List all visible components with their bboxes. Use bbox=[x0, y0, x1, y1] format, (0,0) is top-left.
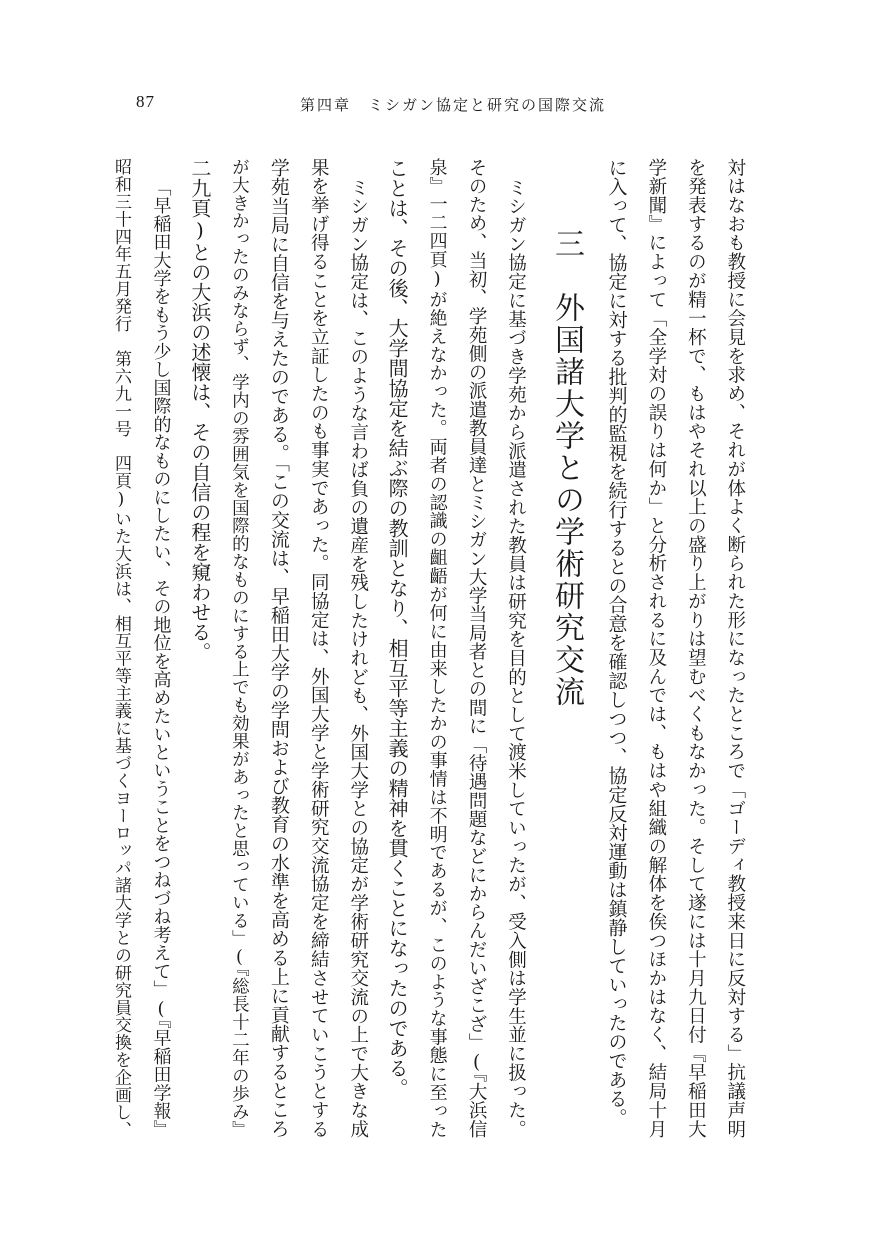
text-line: 二九頁)との大浜の述懐は、その自信の程を窺わせる。 bbox=[187, 158, 212, 662]
body-text bbox=[108, 158, 748, 1138]
text-line: 学苑当局に自信を与えたのである。「この交流は、早稲田大学の学問および教育の水準を高める上に貢献するところ bbox=[267, 158, 290, 1138]
text-line: そのため、当初、学苑側の派遣教員達とミシガン大学当局者との間に「待遇問題などにからんだいざこざ」(『大浜信 bbox=[466, 158, 488, 1138]
text-line: に入って、協定に対する批判的監視を続行するとの合意を確認しつつ、協定反対運動は鎮静していったのである。 bbox=[605, 158, 628, 1127]
text-line: を発表するのが精一杯で、もはやそれ以上の盛り上がりは望むべくもなかった。そして遂には十月九日付『早稲田大 bbox=[685, 158, 707, 1138]
text-line: ミシガン協定は、このような言わば負の遺産を残したけれども、外国大学との協定が学術研究交流の上で大きな成 bbox=[347, 178, 369, 1138]
text-line: ことは、その後、大学間協定を結ぶ際の教訓となり、相互平等主義の精神を貫くことになったのである。 bbox=[385, 158, 410, 1098]
text-line: 昭和三十四年五月発行 第六九一号 四頁)いた大浜は、相互平等主義に基づくヨーロッパ諸大学との研究員交換を企画し、 bbox=[111, 158, 131, 1138]
text-line: 「早稲田大学をもう少し国際的なものにしたい、その地位を高めたいということをつねづね考えて」(『早稲田学報』 bbox=[150, 178, 172, 1138]
text-line: 果を挙げ得ることを立証したのも事実であった。同協定は、外国大学と学術研究交流協定を締結させていこうとする bbox=[308, 158, 330, 1138]
page-number: 87 bbox=[136, 92, 155, 111]
running-header: 第四章 ミシガン協定と研究の国際交流 bbox=[300, 96, 607, 114]
text-line: 泉』一二四頁)が絶えなかった。両者の認識の齟齬が何に由来したかの事情は不明であるが、このような事態に至った bbox=[426, 158, 448, 1138]
section-heading: 三 外国諸大学との学術研究交流 bbox=[548, 228, 584, 708]
text-line: ミシガン協定に基づき学苑から派遣された教員は研究を目的として渡米していったが、受入側は学生並に扱った。 bbox=[505, 178, 527, 1138]
text-line: が大きかったのみならず、学内の雰囲気を国際的なものにする上でも効果があったと思っている」(『総長十二年の歩み』 bbox=[229, 158, 250, 1138]
text-line: 対はなおも教授に会見を求め、それが体よく断られた形になったところで「ゴーディ教授来日に反対する」抗議声明 bbox=[724, 158, 746, 1138]
text-line: 学新聞』によって「全学対の誤りは何か」と分析されるに及んでは、もはや組織の解体を俟つほかはなく、結局十月 bbox=[645, 158, 667, 1138]
